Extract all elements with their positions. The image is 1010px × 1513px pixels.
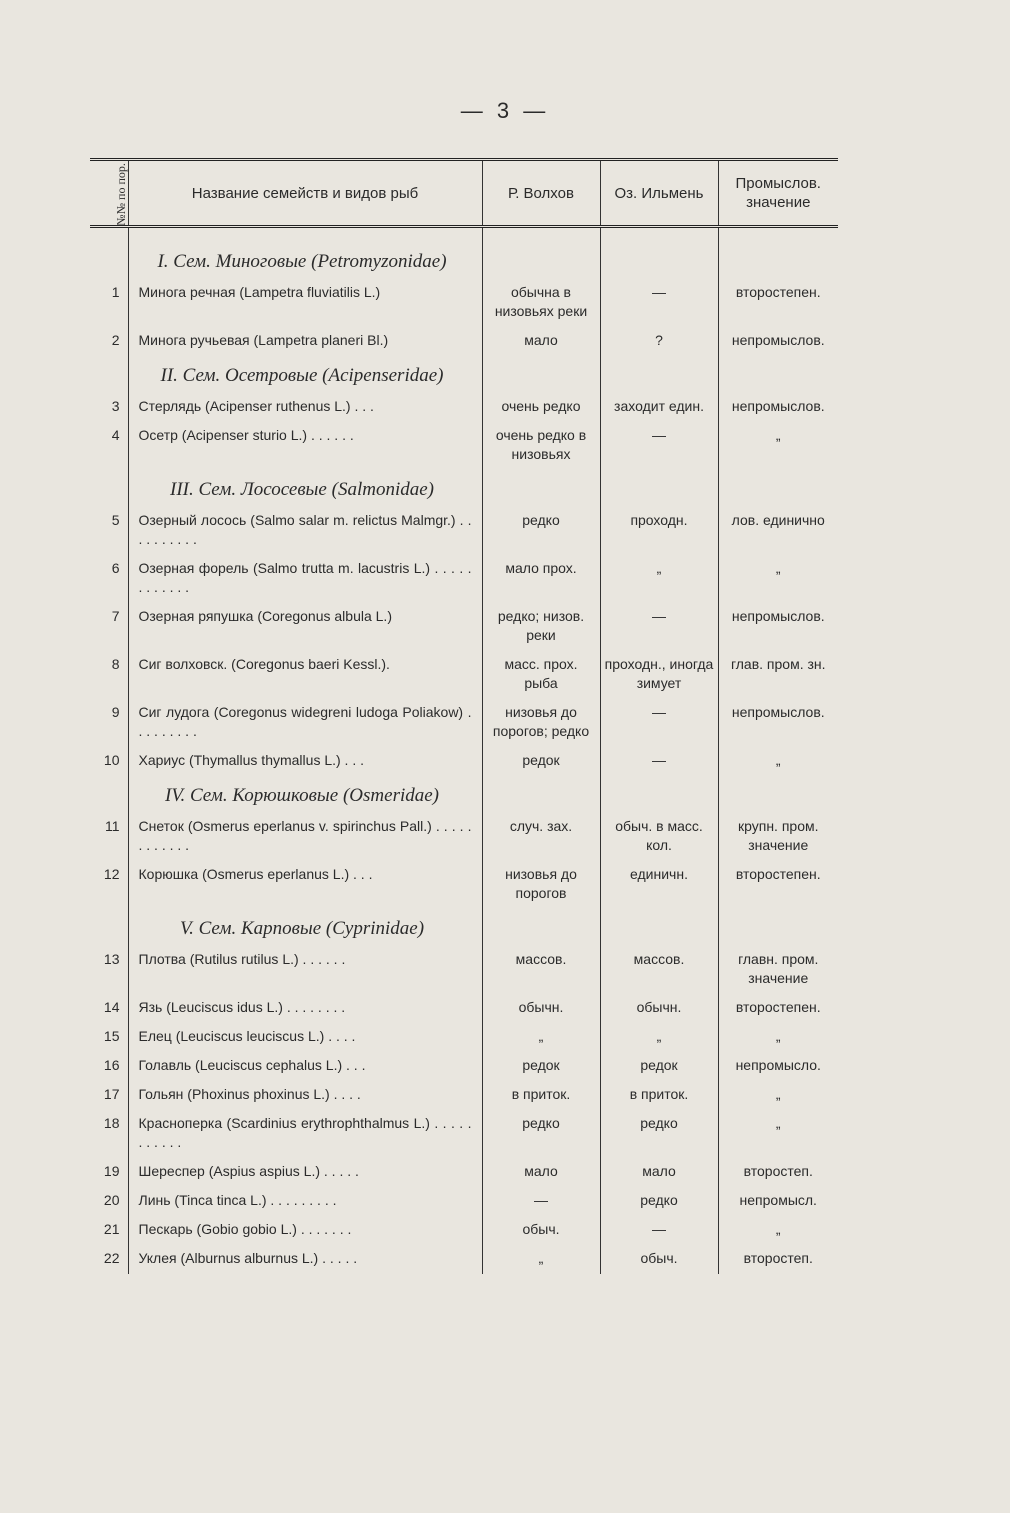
header-volkhov: Р. Волхов [482, 160, 600, 227]
row-number: 19 [103, 1163, 120, 1179]
table-row [90, 327, 838, 356]
species-name: Сиг лудога (Coregonus widegreni ludoga Poliakow) . . . . . . . . . [128, 699, 482, 747]
family-num-cell [90, 470, 128, 507]
row-number: 12 [103, 866, 120, 882]
volkhov-value: мало [482, 327, 600, 356]
family-row [90, 470, 838, 507]
row-number: 5 [111, 512, 120, 528]
family-prom-cell [718, 356, 838, 393]
volkhov-value: в приток. [482, 1081, 600, 1110]
species-name: Сиг волховск. (Coregonus baeri Kessl.). [128, 651, 482, 699]
species-name: Елец (Leuciscus leuciscus L.) . . . . [128, 1023, 482, 1052]
table-header [90, 160, 838, 227]
row-number: 7 [111, 608, 120, 624]
ilmen-value: — [600, 603, 718, 651]
species-name: Голавль (Leuciscus cephalus L.) . . . [128, 1052, 482, 1081]
row-number: 2 [111, 332, 120, 348]
table-row [90, 946, 838, 994]
volkhov-value: обычн. [482, 994, 600, 1023]
prom-value: непромысл. [718, 1187, 838, 1216]
table-row [90, 699, 838, 747]
family-ilmen-cell [600, 909, 718, 946]
table-row [90, 1110, 838, 1158]
prom-value: „ [718, 1081, 838, 1110]
ilmen-value: — [600, 699, 718, 747]
family-title: III. Сем. Лососевые (Salmonidae) [128, 470, 482, 507]
ilmen-value: в приток. [600, 1081, 718, 1110]
species-name: Плотва (Rutilus rutilus L.) . . . . . . [128, 946, 482, 994]
family-num-cell [90, 909, 128, 946]
row-number: 13 [103, 951, 120, 967]
family-num-cell [90, 356, 128, 393]
prom-value: главн. пром. значение [718, 946, 838, 994]
prom-value: второстеп. [718, 1245, 838, 1274]
table-row [90, 994, 838, 1023]
table-row [90, 747, 838, 776]
family-volkhov-cell [482, 356, 600, 393]
species-name: Минога речная (Lampetra fluviatilis L.) [128, 279, 482, 327]
volkhov-value: мало [482, 1158, 600, 1187]
species-name: Пескарь (Gobio gobio L.) . . . . . . . [128, 1216, 482, 1245]
prom-value: крупн. пром. значение [718, 813, 838, 861]
ilmen-value: ? [600, 327, 718, 356]
family-ilmen-cell [600, 776, 718, 813]
row-number: 9 [111, 704, 120, 720]
family-num-cell [90, 242, 128, 279]
row-number: 22 [103, 1250, 120, 1266]
prom-value: второстепен. [718, 861, 838, 909]
prom-value: „ [718, 1023, 838, 1052]
table-row [90, 1052, 838, 1081]
family-ilmen-cell [600, 356, 718, 393]
volkhov-value: мало прох. [482, 555, 600, 603]
ilmen-value: обыч. в масс. кол. [600, 813, 718, 861]
table-row [90, 861, 838, 909]
prom-value: непромыслов. [718, 699, 838, 747]
header-num: №№ по пор. [90, 160, 128, 227]
table-row [90, 1081, 838, 1110]
family-volkhov-cell [482, 776, 600, 813]
ilmen-value: редко [600, 1187, 718, 1216]
volkhov-value: очень редко в низовьях [482, 422, 600, 470]
table-row [90, 507, 838, 555]
ilmen-value: редко [600, 1110, 718, 1158]
family-title: I. Сем. Миноговые (Petromyzonidae) [128, 242, 482, 279]
prom-value: второстеп. [718, 1158, 838, 1187]
table-row [90, 651, 838, 699]
volkhov-value: редко [482, 1110, 600, 1158]
family-ilmen-cell [600, 242, 718, 279]
family-volkhov-cell [482, 470, 600, 507]
prom-value: второстепен. [718, 279, 838, 327]
header-name: Название семейств и видов рыб [128, 160, 482, 227]
ilmen-value: проходн., иногда зимует [600, 651, 718, 699]
table-row [90, 279, 838, 327]
volkhov-value: „ [482, 1023, 600, 1052]
prom-value: „ [718, 422, 838, 470]
species-name: Озерная форель (Salmo trutta m. lacustris L.) . . . . . . . . . . . . [128, 555, 482, 603]
row-number: 18 [103, 1115, 120, 1131]
prom-value: глав. пром. зн. [718, 651, 838, 699]
ilmen-value: — [600, 279, 718, 327]
row-number: 6 [111, 560, 120, 576]
volkhov-value: масс. прох. рыба [482, 651, 600, 699]
volkhov-value: очень редко [482, 393, 600, 422]
family-prom-cell [718, 242, 838, 279]
row-number: 17 [103, 1086, 120, 1102]
row-number: 1 [111, 284, 120, 300]
family-title: IV. Сем. Корюшковые (Osmeridae) [128, 776, 482, 813]
table-row [90, 1187, 838, 1216]
prom-value: „ [718, 1216, 838, 1245]
row-number: 15 [103, 1028, 120, 1044]
family-prom-cell [718, 776, 838, 813]
volkhov-value: случ. зах. [482, 813, 600, 861]
species-name: Язь (Leuciscus idus L.) . . . . . . . . [128, 994, 482, 1023]
table-row [90, 1216, 838, 1245]
prom-value: непромыслов. [718, 603, 838, 651]
species-name: Красноперка (Scardinius erythrophthalmus L.) . . . . . . . . . . . [128, 1110, 482, 1158]
prom-value: „ [718, 1110, 838, 1158]
table-row [90, 1158, 838, 1187]
ilmen-value: „ [600, 555, 718, 603]
row-number: 3 [111, 398, 120, 414]
volkhov-value: редок [482, 747, 600, 776]
species-name: Корюшка (Osmerus eperlanus L.) . . . [128, 861, 482, 909]
ilmen-value: — [600, 422, 718, 470]
family-volkhov-cell [482, 909, 600, 946]
spacer-cell [482, 227, 600, 243]
ilmen-value: обычн. [600, 994, 718, 1023]
volkhov-value: обычна в низовьях реки [482, 279, 600, 327]
table-row [90, 393, 838, 422]
spacer-cell [128, 227, 482, 243]
ilmen-value: проходн. [600, 507, 718, 555]
prom-value: непромыслов. [718, 327, 838, 356]
row-number: 10 [103, 752, 120, 768]
prom-value: „ [718, 747, 838, 776]
row-number: 8 [111, 656, 120, 672]
spacer-cell [90, 227, 128, 243]
family-row [90, 356, 838, 393]
species-name: Озерный лосось (Salmo salar m. relictus Malmgr.) . . . . . . . . . . [128, 507, 482, 555]
species-name: Хариус (Thymallus thymallus L.) . . . [128, 747, 482, 776]
volkhov-value: обыч. [482, 1216, 600, 1245]
species-name: Уклея (Alburnus alburnus L.) . . . . . [128, 1245, 482, 1274]
ilmen-value: массов. [600, 946, 718, 994]
prom-value: второстепен. [718, 994, 838, 1023]
volkhov-value: низовья до порогов [482, 861, 600, 909]
volkhov-value: — [482, 1187, 600, 1216]
row-number: 4 [111, 427, 120, 443]
ilmen-value: — [600, 747, 718, 776]
table-row [90, 1023, 838, 1052]
volkhov-value: массов. [482, 946, 600, 994]
table-row [90, 603, 838, 651]
table-row [90, 555, 838, 603]
spacer-cell [600, 227, 718, 243]
table-row [90, 813, 838, 861]
header-prom: Промыслов. значение [718, 160, 838, 227]
ilmen-value: обыч. [600, 1245, 718, 1274]
fish-species-table-container [90, 158, 838, 1274]
family-row [90, 242, 838, 279]
table-row [90, 422, 838, 470]
spacer-row [90, 227, 838, 243]
species-name: Осетр (Acipenser sturio L.) . . . . . . [128, 422, 482, 470]
family-row [90, 776, 838, 813]
species-name: Шереспер (Aspius aspius L.) . . . . . [128, 1158, 482, 1187]
volkhov-value: „ [482, 1245, 600, 1274]
volkhov-value: редок [482, 1052, 600, 1081]
family-prom-cell [718, 909, 838, 946]
table-body [90, 227, 838, 1275]
row-number: 21 [103, 1221, 120, 1237]
row-number: 11 [104, 818, 120, 834]
row-number: 20 [103, 1192, 120, 1208]
prom-value: непромысло. [718, 1052, 838, 1081]
ilmen-value: мало [600, 1158, 718, 1187]
row-number: 14 [103, 999, 120, 1015]
family-title: II. Сем. Осетровые (Acipenseridae) [128, 356, 482, 393]
ilmen-value: заходит един. [600, 393, 718, 422]
volkhov-value: редко; низов. реки [482, 603, 600, 651]
family-title: V. Сем. Карповые (Cyprinidae) [128, 909, 482, 946]
ilmen-value: редок [600, 1052, 718, 1081]
species-name: Гольян (Phoxinus phoxinus L.) . . . . [128, 1081, 482, 1110]
spacer-cell [718, 227, 838, 243]
family-ilmen-cell [600, 470, 718, 507]
prom-value: „ [718, 555, 838, 603]
ilmen-value: „ [600, 1023, 718, 1052]
header-ilmen: Оз. Ильмень [600, 160, 718, 227]
family-num-cell [90, 776, 128, 813]
species-name: Линь (Tinca tinca L.) . . . . . . . . . [128, 1187, 482, 1216]
species-name: Снеток (Osmerus eperlanus v. spirinchus Pall.) . . . . . . . . . . . . [128, 813, 482, 861]
family-row [90, 909, 838, 946]
prom-value: лов. единично [718, 507, 838, 555]
family-prom-cell [718, 470, 838, 507]
page-number: — 3 — [460, 98, 550, 123]
ilmen-value: — [600, 1216, 718, 1245]
species-name: Озерная ряпушка (Coregonus albula L.) [128, 603, 482, 651]
species-name: Стерлядь (Acipenser ruthenus L.) . . . [128, 393, 482, 422]
prom-value: непромыслов. [718, 393, 838, 422]
species-name: Минога ручьевая (Lampetra planeri Bl.) [128, 327, 482, 356]
ilmen-value: единичн. [600, 861, 718, 909]
row-number: 16 [103, 1057, 120, 1073]
fish-species-table [90, 158, 838, 1274]
table-row [90, 1245, 838, 1274]
family-volkhov-cell [482, 242, 600, 279]
volkhov-value: низовья до порогов; редко [482, 699, 600, 747]
volkhov-value: редко [482, 507, 600, 555]
